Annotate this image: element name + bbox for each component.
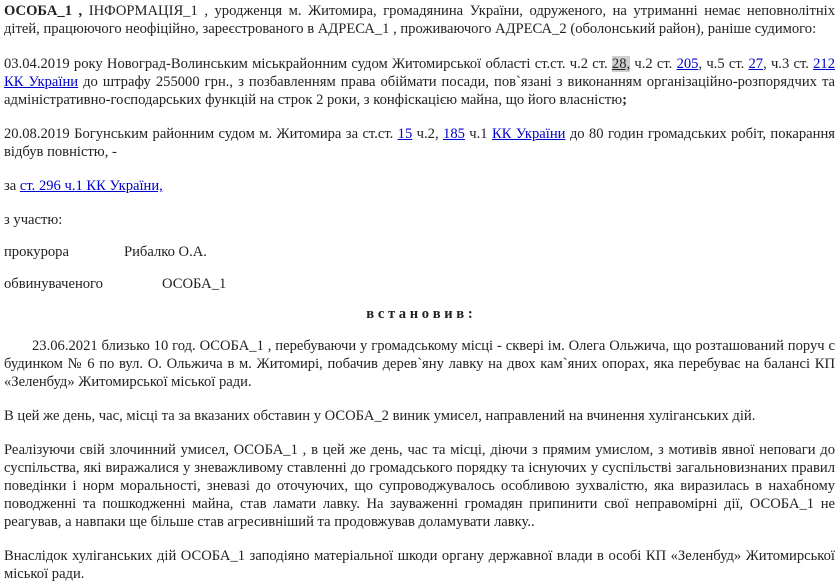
facts-paragraph-3: Реалізуючи свій злочинний умисел, ОСОБА_1 , в цей же день, час та місці, діючи з прямим умислом, з мотивів явної неповаги до суспільства, які виражалися у зневажливому ставленні до громадського порядку та існуючих у суспільстві загальновизнаних правил поведінки і норм моральності, зневазі до оточуючих, що супроводжувалось особливою зухвалістю, яка виразилась в нахабному поводженні та пошкодженні майна, став ламати лавку. На зауваженні громадян припинити свої неправомірні дії, ОСОБА_1 не реагував, а навпаки ще більше став агресивніший та продовжував доламувати лавку.. [4,442,835,530]
facts-paragraph-4: Внаслідок хуліганських дій ОСОБА_1 заподіяно матеріальної шкоди органу державної влади в особі КП «Зеленбуд» Житомирської міської ради. [4,548,835,582]
facts-paragraph-2: В цей же день, час, місці та за вказаних обставин у ОСОБА_2 виник умисел, направлений на вчинення хуліганських дій. [4,408,756,424]
link-article-205[interactable]: 205 [676,56,699,72]
defendant-name: ОСОБА_1 , [4,3,83,19]
section-heading: в с т а н о в и в : [366,306,473,322]
prosecutor-name: Рибалко О.А. [124,244,207,260]
participation-label: з участю: [4,212,63,228]
document-body [0,2,839,583]
prosecutor-row [4,243,835,261]
conviction-paragraph-2: 20.08.2019 Богунським районним судом м. Житомира за ст.ст. 15 ч.2, 185 ч.1 КК України до 80 годин громадських робіт, покарання відбув повністю, - [4,126,835,160]
link-article-28[interactable]: 28, [611,56,631,72]
link-article-296[interactable]: ст. 296 ч.1 КК України, [19,178,163,194]
conviction-paragraph-1: 03.04.2019 року Новоград-Волинським міськрайонним судом Житомирської області ст.ст. ч.2 ст. 28, ч.2 ст. 205, ч.5 ст. 27, ч.3 ст. 212 КК України до штрафу 255000 грн., з позбавленням права обіймати посади, пов`язані з виконанням організаційно-розпорядчих та адміністративно-господарських функцій на строк 2 роки, з конфіскацією майна, що його власністю; [4,56,835,108]
link-article-15[interactable]: 15 [397,126,413,142]
link-article-185[interactable]: 185 [443,126,465,142]
link-article-212[interactable]: 212 КК України [4,56,835,90]
prosecutor-label: прокурора [4,244,69,260]
link-criminal-code[interactable]: КК України [492,126,566,142]
accused-name: ОСОБА_1 [162,276,227,292]
accused-row [4,275,835,293]
accused-label: обвинуваченого [4,276,103,292]
link-article-27[interactable]: 27 [748,56,764,72]
defendant-info-paragraph: ОСОБА_1 , ІНФОРМАЦІЯ_1 , уродженця м. Житомира, громадянина України, одруженого, на утриманні немає неповнолітніх дітей, працюючого неофіційно, зареєстрованого в АДРЕСА_1 , проживаючого АДРЕСА_2 (оболонський район), раніше судимого: [4,3,835,37]
charge-paragraph: за ст. 296 ч.1 КК України, [4,178,163,194]
facts-paragraph-1: 23.06.2021 близько 10 год. ОСОБА_1 , перебуваючи у громадському місці - скверi ім. Олега Ольжича, що розташований поруч с будинком № 6 по вул. О. Ольжича в м. Житомирі, побачив дерев`яну лавку на двох кам`яних опорах, яка перебуває на балансі КП «Зеленбуд» Житомирської міської ради. [4,338,835,390]
